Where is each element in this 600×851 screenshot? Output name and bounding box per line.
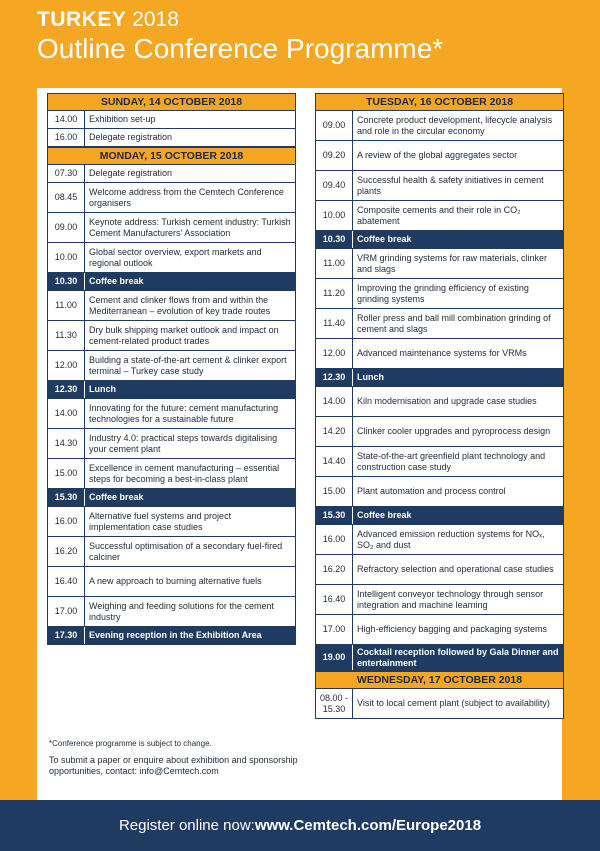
session-time: 08.00 - 15.30 [316, 689, 353, 718]
break-row [315, 231, 564, 249]
session-row [315, 309, 564, 339]
session-time: 09.40 [316, 171, 353, 200]
session-title: Successful health & safety initiatives in cement plants [357, 174, 544, 196]
session-time: 11.40 [316, 309, 353, 338]
session-time: 15.00 [48, 459, 85, 488]
session-row [315, 141, 564, 171]
session-time: 07.30 [48, 165, 85, 182]
session-title: Building a state-of-the-art cement & clinker export terminal – Turkey case study [89, 354, 287, 376]
session-title: Kiln modernisation and upgrade case studies [357, 396, 537, 406]
session-title: Visit to local cement plant (subject to availability) [357, 698, 550, 708]
session-time: 08.45 [48, 183, 85, 212]
session-row [47, 291, 296, 321]
session-title: Plant automation and process control [357, 486, 506, 496]
session-row [47, 213, 296, 243]
break-row [47, 489, 296, 507]
session-title: Lunch [89, 384, 116, 394]
session-row [47, 243, 296, 273]
session-title: Weighing and feeding solutions for the cement industry [89, 600, 274, 622]
session-time: 09.00 [48, 213, 85, 242]
session-time: 16.20 [48, 537, 85, 566]
break-row [47, 381, 296, 399]
session-title: Innovating for the future: cement manufacturing technologies for a sustainable future [89, 402, 279, 424]
session-row [315, 525, 564, 555]
break-row [47, 273, 296, 291]
session-row [315, 477, 564, 507]
session-title: State-of-the-art greenfield plant technology and construction case study [357, 450, 546, 472]
session-time: 11.00 [316, 249, 353, 278]
session-row [47, 567, 296, 597]
session-row [315, 417, 564, 447]
session-time: 14.00 [316, 387, 353, 416]
session-row [47, 321, 296, 351]
session-title: High-efficiency bagging and packaging systems [357, 624, 547, 634]
day-header: SUNDAY, 14 OCTOBER 2018 [47, 93, 296, 111]
session-time: 10.30 [48, 273, 85, 290]
session-time: 11.30 [48, 321, 85, 350]
session-row [315, 111, 564, 141]
session-row [315, 249, 564, 279]
session-row [315, 615, 564, 645]
session-time: 14.40 [316, 447, 353, 476]
session-time: 12.30 [48, 381, 85, 398]
session-time: 19.00 [316, 645, 353, 670]
session-row [315, 689, 564, 719]
session-time: 09.20 [316, 141, 353, 170]
session-title: Cement and clinker flows from and within the Mediterranean – evolution of key trade routes [89, 294, 271, 316]
session-time: 15.30 [48, 489, 85, 506]
session-title: Coffee break [89, 276, 144, 286]
session-row [315, 387, 564, 417]
session-row [47, 597, 296, 627]
session-time: 14.00 [48, 399, 85, 428]
register-link[interactable]: www.Cemtech.com/Europe2018 [254, 817, 482, 834]
session-title: Lunch [357, 372, 384, 382]
session-time: 12.00 [48, 351, 85, 380]
session-title: Delegate registration [89, 168, 173, 178]
session-title: Concrete product development, lifecycle analysis and role in the circular economy [357, 114, 553, 136]
session-time: 14.20 [316, 417, 353, 446]
session-time: 16.00 [316, 525, 353, 554]
session-row [47, 111, 296, 129]
session-title: Global sector overview, export markets and regional outlook [89, 246, 262, 268]
session-row [47, 507, 296, 537]
session-title: Composite cements and their role in CO₂ abatement [357, 204, 521, 226]
break-row [315, 507, 564, 525]
session-title: Exhibition set-up [89, 114, 156, 124]
break-row [315, 369, 564, 387]
session-time: 16.00 [48, 129, 85, 146]
session-time: 16.00 [48, 507, 85, 536]
session-time: 10.00 [316, 201, 353, 230]
session-time: 12.00 [316, 339, 353, 368]
day-header: MONDAY, 15 OCTOBER 2018 [47, 147, 296, 165]
session-title: Evening reception in the Exhibition Area [89, 630, 262, 640]
session-row [47, 129, 296, 147]
session-title: Coffee break [89, 492, 144, 502]
session-time: 11.20 [316, 279, 353, 308]
session-title: Advanced maintenance systems for VRMs [357, 348, 527, 358]
schedule-left-column [47, 93, 296, 645]
session-time: 09.00 [316, 111, 353, 140]
session-title: Coffee break [357, 234, 412, 244]
break-row [315, 645, 564, 671]
contact-text: To submit a paper or enquire about exhibition and sponsorship opportunities, contact: info@Cemtech.com [49, 755, 298, 776]
footnote: *Conference programme is subject to change. [49, 739, 212, 748]
session-title: Intelligent conveyor technology through sensor integration and machine learning [357, 588, 544, 610]
session-time: 16.40 [316, 585, 353, 614]
session-title: Alternative fuel systems and project implementation case studies [89, 510, 232, 532]
session-title: Delegate registration [89, 132, 173, 142]
session-time: 16.20 [316, 555, 353, 584]
session-title: Cocktail reception followed by Gala Dinner and entertainment [357, 646, 559, 668]
session-time: 17.00 [316, 615, 353, 644]
session-time: 15.00 [316, 477, 353, 506]
session-time: 10.00 [48, 243, 85, 272]
session-time: 17.30 [48, 627, 85, 644]
session-row [47, 165, 296, 183]
session-time: 16.40 [48, 567, 85, 596]
session-title: Clinker cooler upgrades and pyroprocess design [357, 426, 551, 436]
break-row [47, 627, 296, 645]
session-title: Refractory selection and operational case studies [357, 564, 554, 574]
page-header [37, 8, 443, 66]
session-row [315, 585, 564, 615]
schedule-right-column [315, 93, 564, 719]
session-title: A review of the global aggregates sector [357, 150, 518, 160]
register-banner[interactable] [0, 800, 600, 851]
session-row [47, 183, 296, 213]
session-time: 12.30 [316, 369, 353, 386]
session-title: Coffee break [357, 510, 412, 520]
session-row [315, 171, 564, 201]
session-title: Welcome address from the Cemtech Conference organisers [89, 186, 284, 208]
session-title: Improving the grinding efficiency of existing grinding systems [357, 282, 529, 304]
session-row [47, 429, 296, 459]
session-title: VRM grinding systems for raw materials, clinker and slags [357, 252, 548, 274]
session-time: 10.30 [316, 231, 353, 248]
session-row [315, 447, 564, 477]
session-row [315, 555, 564, 585]
session-title: Successful optimisation of a secondary fuel-fired calciner [89, 540, 283, 562]
session-title: Excellence in cement manufacturing – essential steps for becoming a best-in-class plant [89, 462, 280, 484]
session-title: Keynote address: Turkish cement industry: Turkish Cement Manufacturers' Association [89, 216, 291, 238]
session-row [315, 339, 564, 369]
session-time: 15.30 [316, 507, 353, 524]
session-title: Industry 4.0: practical steps towards digitalising your cement plant [89, 432, 278, 454]
session-title: Roller press and ball mill combination grinding of cement and slags [357, 312, 551, 334]
session-time: 11.00 [48, 291, 85, 320]
session-row [47, 459, 296, 489]
day-header: WEDNESDAY, 17 OCTOBER 2018 [315, 671, 564, 689]
session-title: A new approach to burning alternative fuels [89, 576, 262, 586]
session-row [47, 351, 296, 381]
session-time: 17.00 [48, 597, 85, 626]
register-prefix: Register online now: [118, 817, 255, 834]
day-header: TUESDAY, 16 OCTOBER 2018 [315, 93, 564, 111]
session-row [47, 537, 296, 567]
session-time: 14.00 [48, 111, 85, 128]
session-time: 14.30 [48, 429, 85, 458]
event-title: TURKEY 2018 [37, 8, 179, 31]
session-title: Advanced emission reduction systems for NOₓ, SO₂ and dust [357, 528, 545, 550]
page-subtitle: Outline Conference Programme* [37, 33, 444, 64]
session-row [315, 201, 564, 231]
session-row [47, 399, 296, 429]
session-row [315, 279, 564, 309]
session-title: Dry bulk shipping market outlook and impact on cement-related product trades [89, 324, 279, 346]
